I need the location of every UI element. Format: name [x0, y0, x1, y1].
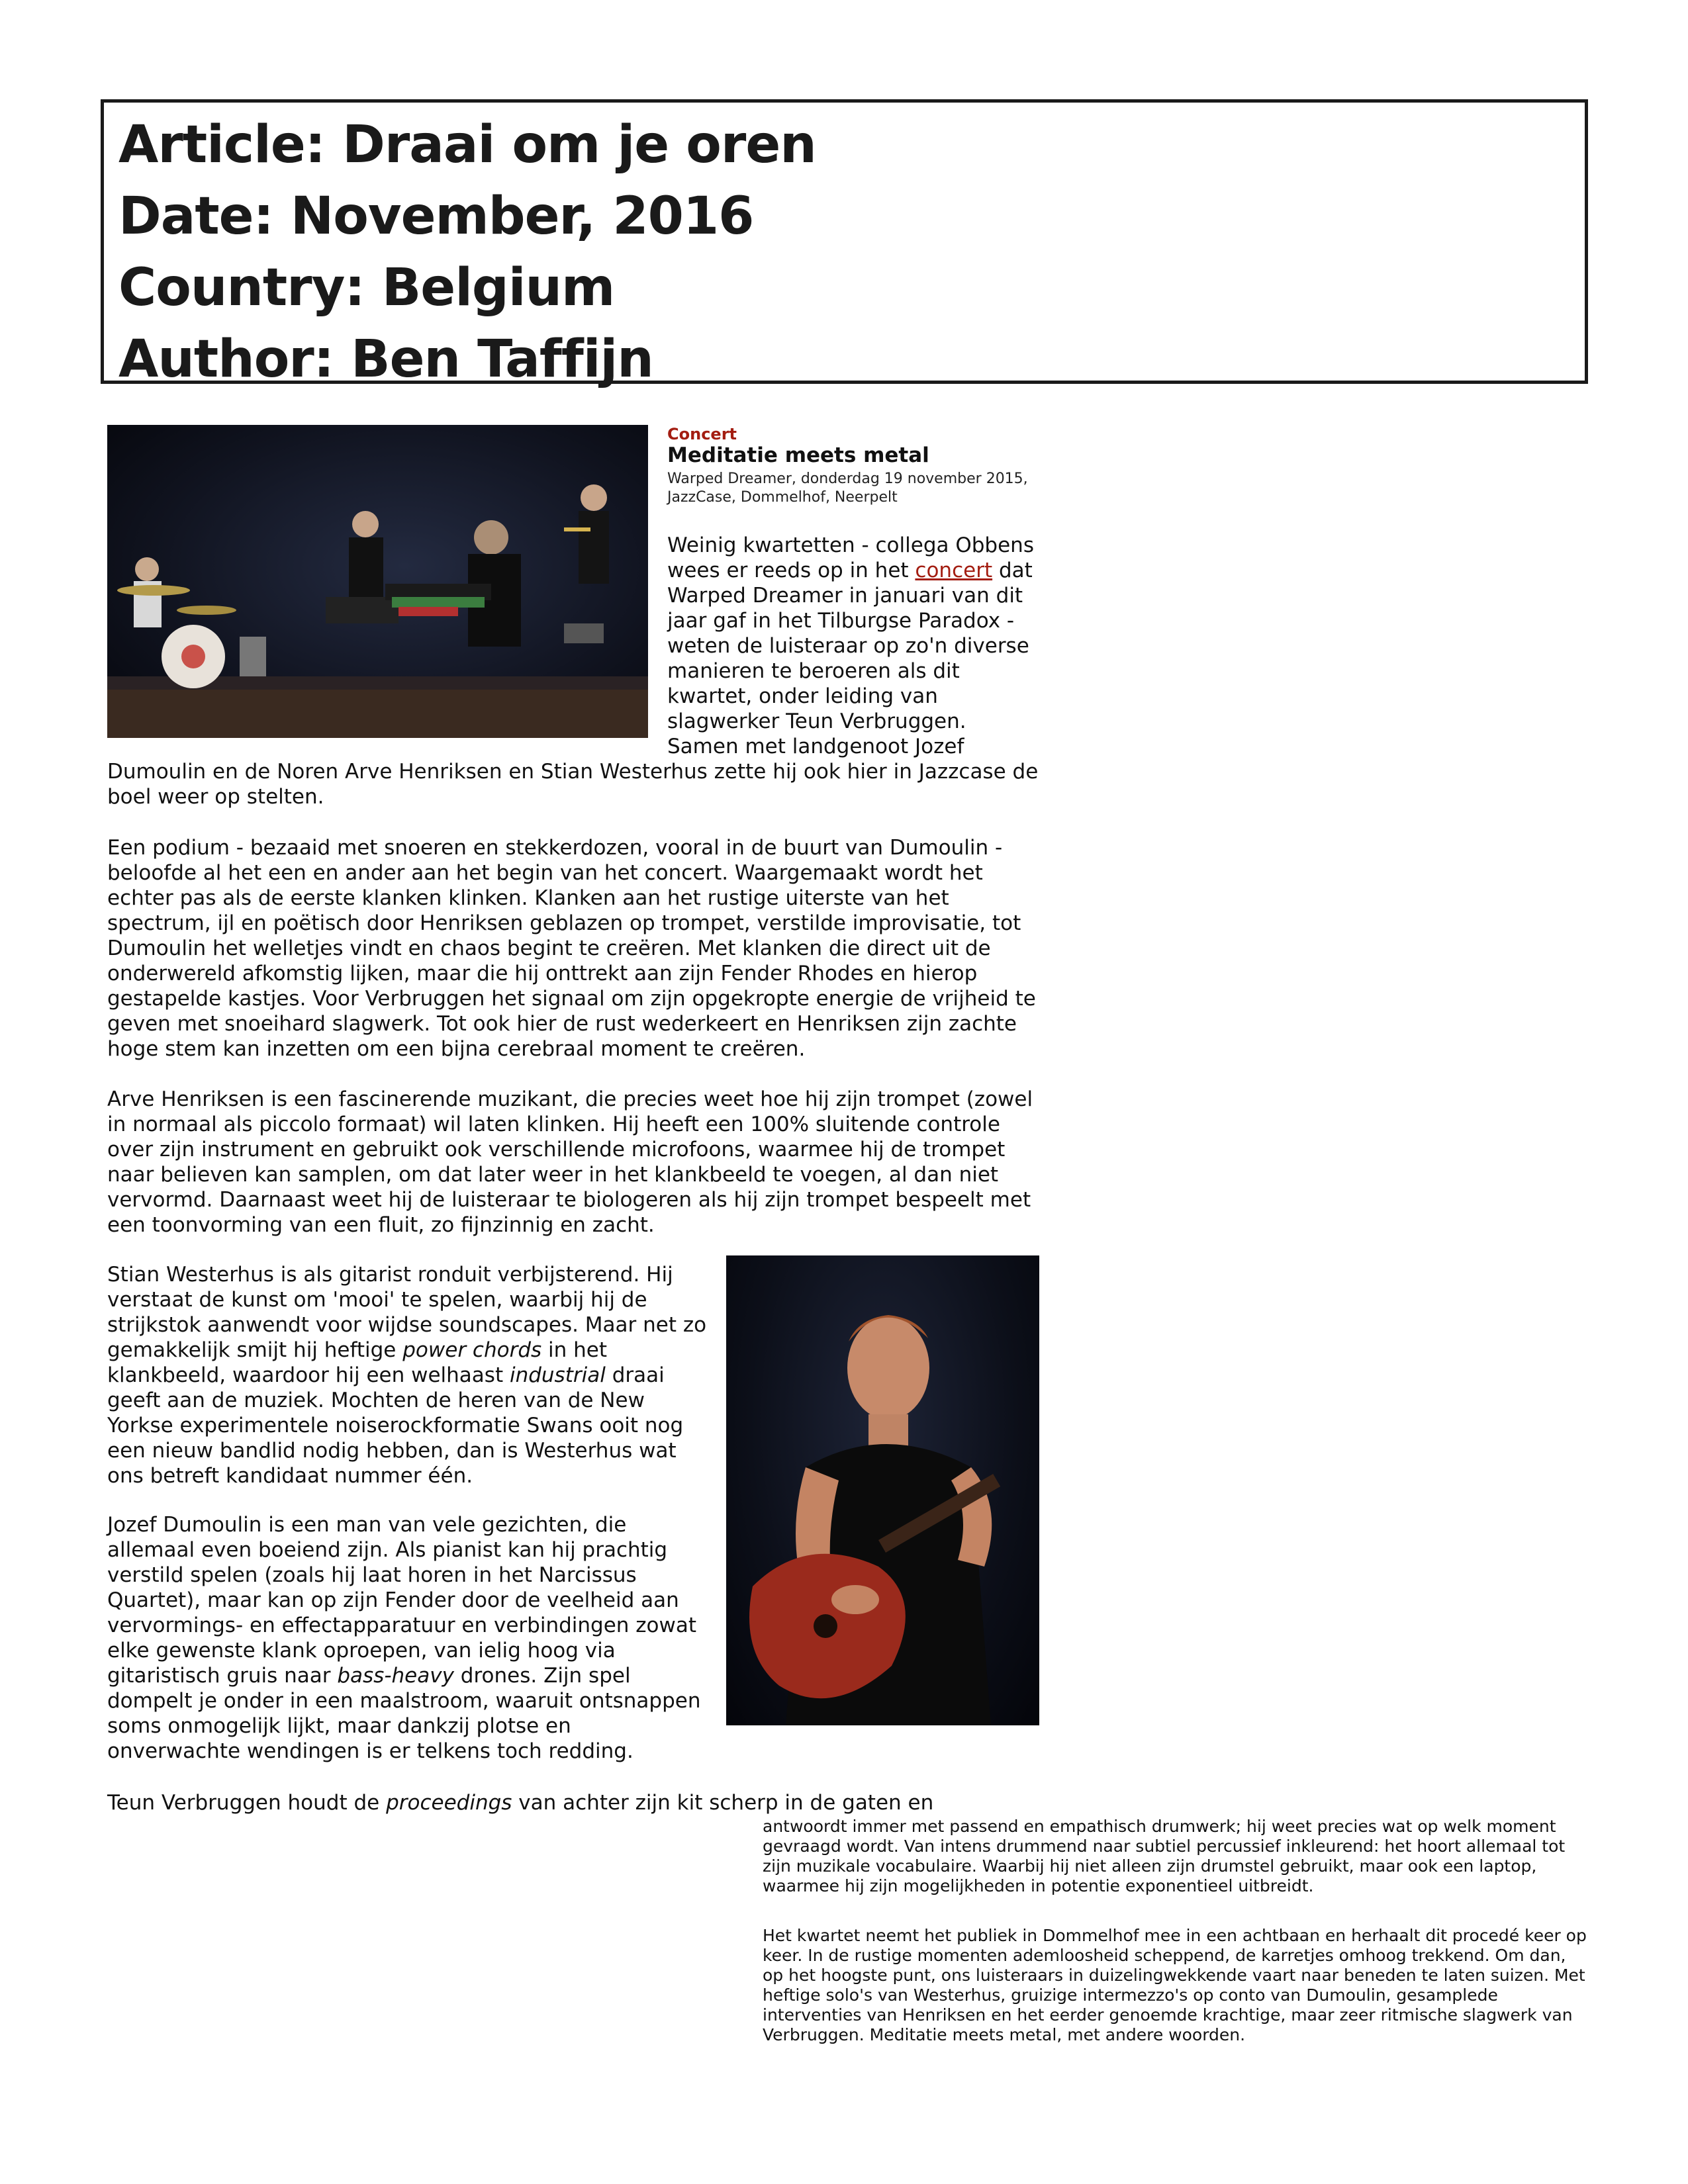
story-subline: Warped Dreamer, donderdag 19 november 2015, JazzCase, Dommelhof, Neerpelt — [667, 471, 1028, 506]
intro-line: kwartet, onder leiding van — [667, 684, 938, 708]
story-kicker: Concert — [667, 425, 737, 443]
paragraph-podium: Een podium - bezaaid met snoeren en stekkerdozen, vooral in de buurt van Dumoulin - beloofde al het een en ander aan het begin van het concert. Waargemaakt wordt het echter pas als de eerste klanken klinken. Klanken aan het rustige uiterste van het spectrum, ijl en poëtisch door Henriksen geblazen op trompet, verstilde improvisatie, tot Dumoulin het welletjes vindt en chaos begint te creëren. Met klanken die direct uit de onderwereld afkomstig lijken, maar die hij onttrekt aan zijn Fender Rhodes en hierop gestapelde kastjes. Voor Verbruggen het signaal om zijn opgekropte energie de vrijheid te geven met snoeihard slagwerk. Tot ook hier de rust wederkeert en Henriksen zijn zachte hoge stem kan inzetten om een bijna cerebraal moment te creëren. — [107, 836, 1036, 1061]
intro-line: weten de luisteraar op zo'n diverse — [667, 634, 1029, 658]
intro-line: Warped Dreamer in januari van dit — [667, 584, 1023, 608]
article-date: Date: November, 2016 — [118, 187, 754, 246]
article-country: Country: Belgium — [118, 258, 615, 318]
intro-line: wees er reeds op in het concert dat — [667, 559, 1033, 582]
intro-line: Samen met landgenoot Jozef — [667, 735, 964, 758]
intro-line: jaar gaf in het Tilburgse Paradox - — [667, 609, 1015, 633]
intro-line: manieren te beroeren als dit — [667, 659, 960, 683]
article-title: Article: Draai om je oren — [118, 115, 816, 175]
paragraph-conclusion: Het kwartet neemt het publiek in Dommelhof mee in een achtbaan en herhaalt dit procedé keer op keer. In de rustige momenten ademloosheid scheppend, de karretjes omhoog trekkend. Om dan, op het hoogste punt, ons luisteraars in duizelingwekkende vaart naar beneden te laten suizen. Met heftige solo's van Westerhus, gruizige intermezzo's op conto van Dumoulin, gesamplede interventies van Henriksen en het eerder genoemde krachtige, maar zeer ritmische slagwerk van Verbruggen. Meditatie meets metal, met andere woorden. — [763, 1926, 1587, 2044]
article-author: Author: Ben Taffijn — [118, 330, 653, 389]
intro-paragraph — [667, 533, 1064, 759]
story-headline: Meditatie meets metal — [667, 443, 929, 467]
concert-photo-image — [107, 425, 648, 738]
paragraph-westerhus: Stian Westerhus is als gitarist ronduit verbijsterend. Hij verstaat de kunst om 'mooi' te spelen, waarbij hij de strijkstok aanwendt voor wijdse soundscapes. Maar net zo gemakkelijk smijt hij heftige power chords in het klankbeeld, waardoor hij een welhaast industrial draai geeft aan de muziek. Mochten de heren van de New Yorkse experimentele noiserockformatie Swans ooit nog een nieuw bandlid nodig hebben, dan is Westerhus wat ons betreft kandidaat nummer één. — [107, 1263, 707, 1488]
guitarist-photo — [726, 1255, 1039, 1725]
concert-photo — [107, 425, 648, 738]
paragraph-henriksen: Arve Henriksen is een fascinerende muzikant, die precies weet hoe hij zijn trompet (zowel in normaal als piccolo formaat) wil laten klinken. Hij heeft een 100% sluitende controle over zijn instrument en gebruikt ook verschillende microfoons, waarmee hij de trompet naar believen kan samplen, om dat later weer in het klankbeeld te voegen, al dan niet vervormd. Daarnaast weet hij de luisteraar te biologeren als hij zijn trompet bespeelt met een toonvorming van een fluit, zo fijnzinnig en zacht. — [107, 1087, 1033, 1237]
intro-line: slagwerker Teun Verbruggen. — [667, 709, 966, 733]
intro-line: Weinig kwartetten - collega Obbens — [667, 533, 1034, 557]
paragraph-dumoulin: Jozef Dumoulin is een man van vele gezichten, die allemaal even boeiend zijn. Als pianist kan hij prachtig verstild spelen (zoals hij laat horen in het Narcissus Quartet), maar kan op zijn Fender door de veelheid aan vervormings- en effectapparatuur en verbindingen zowat elke gewenste klank oproepen, van ielig hoog via gitaristisch gruis naar bass-heavy drones. Zijn spel dompelt je onder in een maalstroom, waaruit ontsnappen soms onmogelijk lijkt, maar dankzij plotse en onverwachte wendingen is er telkens toch redding. — [107, 1513, 701, 1763]
paragraph-verbruggen-start: Teun Verbruggen houdt de proceedings van achter zijn kit scherp in de gaten en — [107, 1791, 934, 1815]
concert-link[interactable]: concert — [915, 559, 993, 582]
guitarist-photo-image — [726, 1255, 1039, 1725]
paragraph-verbruggen-continued: antwoordt immer met passend en empathisch drumwerk; hij weet precies wat op welk moment gevraagd wordt. Van intens drummend naar subtiel percussief inkleurend: het hoort allemaal tot zijn muzikale vocabulaire. Waarbij hij niet alleen zijn drumstel gebruikt, maar ook een laptop, waarmee hij zijn mogelijkheden in potentie exponentieel uitbreidt. — [763, 1817, 1566, 1895]
intro-tail: Dumoulin en de Noren Arve Henriksen en Stian Westerhus zette hij ook hier in Jazzcase de boel weer op stelten. — [107, 760, 1039, 809]
article-header-box — [101, 99, 1588, 389]
